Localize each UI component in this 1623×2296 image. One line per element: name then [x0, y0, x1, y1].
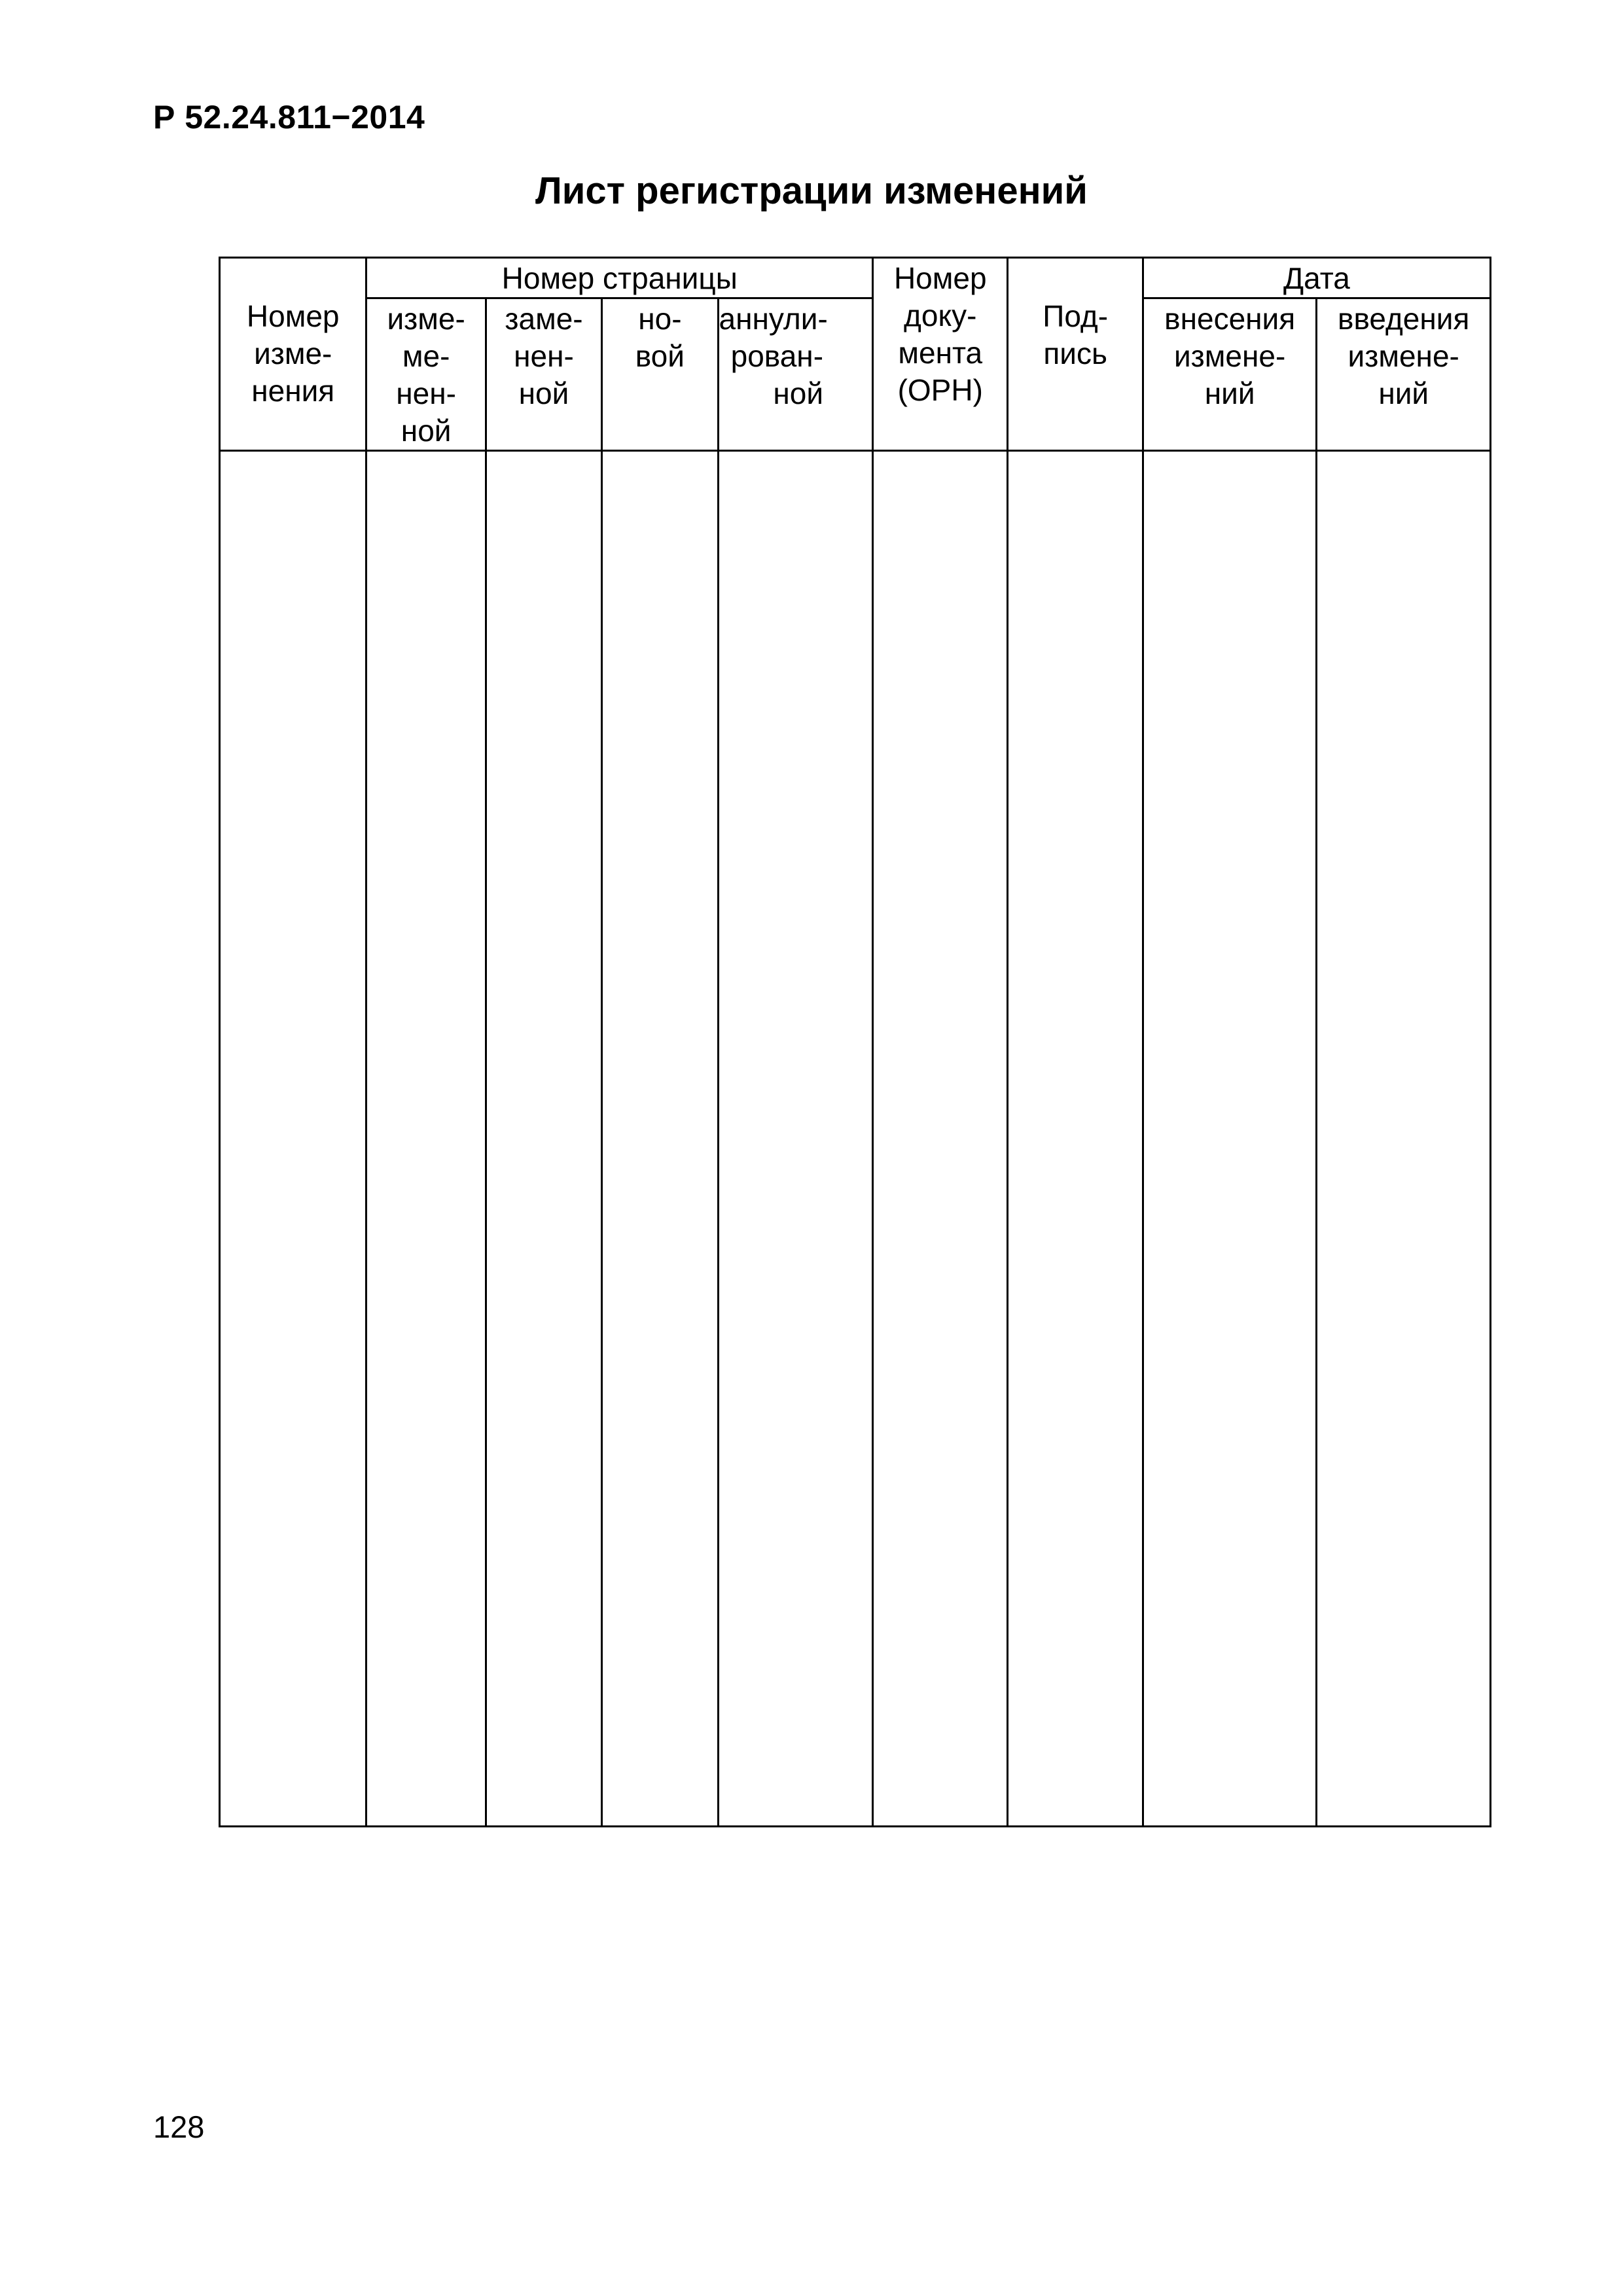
header-page-number-group — [366, 258, 873, 298]
header-annulled-page-label: аннули- рован- ной — [719, 302, 828, 410]
header-new-page — [602, 298, 718, 451]
table-body-row — [220, 451, 1491, 1827]
body-cell-change-number — [220, 451, 366, 1827]
header-replaced-page — [486, 298, 601, 451]
header-change-number-label: Номер изме- нения — [246, 299, 340, 408]
header-signature — [1008, 258, 1143, 451]
body-cell-annulled-page — [718, 451, 872, 1827]
header-annulled-page — [718, 298, 872, 451]
change-registration-table — [219, 257, 1491, 1827]
header-document-number-label: Номер доку- мента (ОРН) — [893, 261, 987, 407]
header-document-number — [873, 258, 1008, 451]
document-code: Р 52.24.811−2014 — [153, 99, 425, 135]
body-cell-signature — [1008, 451, 1143, 1827]
body-cell-new-page — [602, 451, 718, 1827]
header-date-group-label: Дата — [1283, 261, 1350, 295]
header-change-number — [220, 258, 366, 451]
body-cell-date-entry — [1143, 451, 1317, 1827]
table-header-row-2 — [220, 298, 1491, 451]
page-number: 128 — [153, 2109, 205, 2144]
header-date-effective-label: введения измене- ний — [1338, 302, 1470, 410]
page-title: Лист регистрации изменений — [535, 170, 1088, 212]
header-changed-page-label: изме- ме- нен- ной — [387, 302, 465, 448]
header-page-number-group-label: Номер страницы — [501, 261, 738, 295]
header-date-entry-label: внесения измене- ний — [1164, 302, 1296, 410]
header-date-entry — [1143, 298, 1317, 451]
body-cell-replaced-page — [486, 451, 601, 1827]
header-signature-label: Под- пись — [1043, 299, 1109, 370]
header-changed-page — [366, 298, 486, 451]
header-replaced-page-label: заме- нен- ной — [505, 302, 583, 410]
table-header-row-1 — [220, 258, 1491, 298]
body-cell-document-number — [873, 451, 1008, 1827]
header-date-group — [1143, 258, 1490, 298]
body-cell-date-effective — [1317, 451, 1491, 1827]
body-cell-changed-page — [366, 451, 486, 1827]
header-date-effective — [1317, 298, 1491, 451]
header-new-page-label: но- вой — [635, 302, 685, 373]
